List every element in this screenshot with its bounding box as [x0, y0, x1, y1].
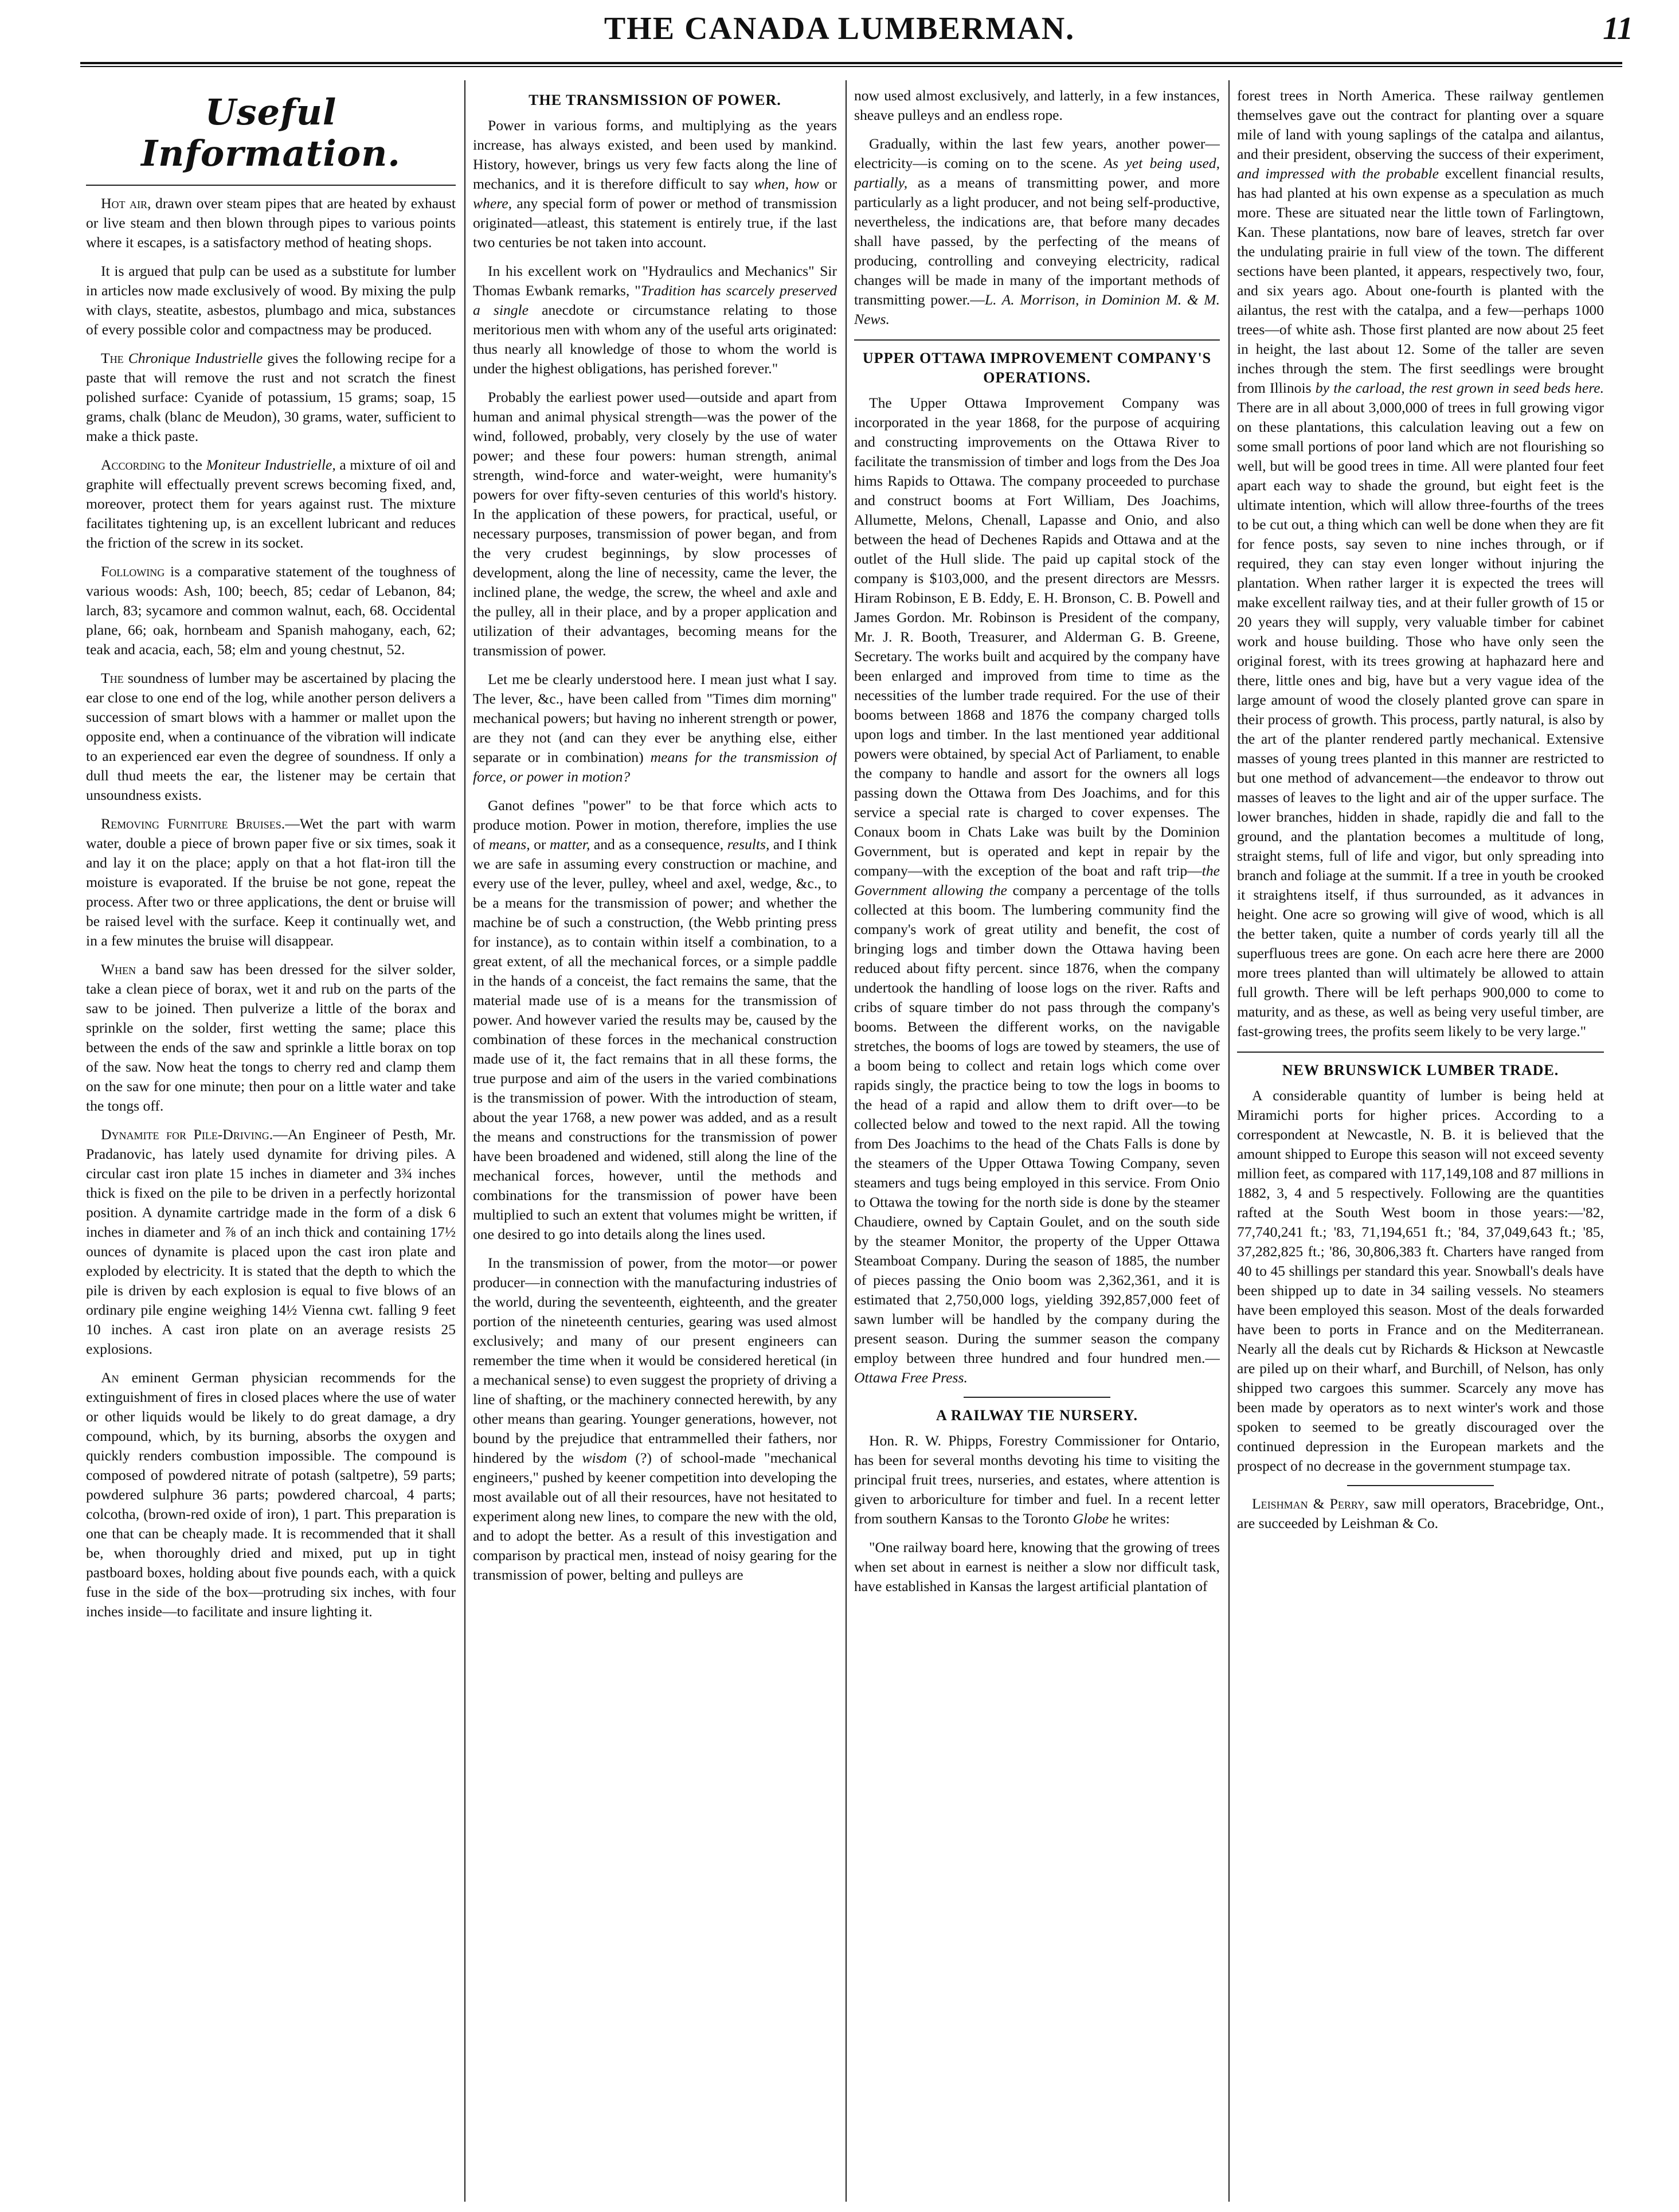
paragraph: Leishman & Perry, saw mill operators, Bracebridge, Ont., are succeeded by Leishman & Co.	[1237, 1495, 1604, 1531]
masthead	[0, 0, 1679, 60]
article-heading-railway-tie-nursery: A RAILWAY TIE NURSERY.	[936, 1407, 1138, 1424]
column-divider	[846, 80, 847, 2202]
heading-rule	[86, 185, 456, 186]
paragraph: The Chronique Industrielle gives the following recipe for a paste that will remove the rust and not scratch the finest polished surface: Cyanide of potassium, 15 grams; soap, 15 grams, chalk (blanc de Meudon), 30 grams, water, sufficient to make a thick paste.	[86, 350, 456, 444]
article-rule	[1237, 1052, 1604, 1053]
newspaper-title: THE CANADA LUMBERMAN.	[604, 11, 1075, 46]
paragraph: In his excellent work on "Hydraulics and Mechanics" Sir Thomas Ewbank remarks, "Tradition has scarcely preserved a single anecdote or circumstance relating to those meritorious men with whom any of the useful arts originated: thus nearly all knowledge of those to whom the world is under the highest obligations, has perished forever."	[473, 263, 837, 377]
column-divider	[1228, 80, 1230, 2202]
paragraph: The Upper Ottawa Improvement Company was incorporated in the year 1868, for the purpose of acquiring and constructing improvements on the Ottawa River to facilitate the transmission of timber and logs from the Des Joa hims Rapids to Ottawa. The company proceeded to purchase and construct booms at Fort William, Des Joachims, Allumette, Melons, Chenall, Lapasse and Onio, and also between the head of Dechenes Rapids and Ottawa and at the outlet of the Hull slide. The paid up capital stock of the company is $103,000, and the present directors are Messrs. Hiram Robinson, E B. Eddy, E. H. Bronson, C. B. Powell and James Gordon. Mr. Robinson is President of the company, Mr. J. R. Booth, Treasurer, and Alderman G. B. Greene, Secretary. The works built and acquired by the company have been enlarged and improved from time to time as the necessities of the lumber trade required. For the use of their booms between 1868 and 1876 the company charged tolls upon logs and timber. In the last mentioned year additional powers were obtained, by special Act of Parliament, to enable the company to handle and assort for the owners all logs passing down the Ottawa from Des Joachims, and for this service a special rate is charged to cover expenses. The Conaux boom in Chats Lake was built by the Dominion Government, but is operated and kept in repair by the company—with the exception of the boat and raft trip—the Government allowing the company a percentage of the tolls collected at this boom. The lumbering community find the company's work of great utility and benefit, the cost of bringing logs and timber down the Ottawa having been reduced about fifty percent. since 1876, when the company undertook the handling of loose logs on the river. Rafts and cribs of square timber do not pass through the company's booms. Between the different works, on the navigable stretches, the booms of logs are towed by steamers, the use of a boom being to collect and retain logs which come over rapids singly, the practice being to tow the logs in booms to the head of a rapid and allow them to drift over—to be collected below and towed to the next rapid. All the towing from Des Joachims to the head of the Chats Falls is done by the steamers of the Upper Ottawa Towing Company, seven steamers and tugs being employed in this service. From Onio to Ottawa the towing for the north side is done by the steamer Chaudiere, owned by Captain Goulet, and on the south side by the steamer Monitor, the property of the Upper Ottawa Steamboat Company. During the season of 1885, the number of pieces passing the Onio boom was 2,362,361, and it is estimated that 2,750,000 logs, yielding 392,857,000 feet of sawn lumber will be handled by the company during the present season. During the summer season the company employ between three hundred and four hundred men.—Ottawa Free Press.	[854, 394, 1220, 1386]
page-number: 11	[1603, 11, 1633, 46]
paragraph: The soundness of lumber may be ascertained by placing the ear close to one end of the log, while another person delivers a succession of smart blows with a hammer or mallet upon the opposite end, when a continuance of the vibration will indicate to an experienced ear even the degree of soundness. If only a dull thud meets the ear, the listener may be certain that unsoundness exists.	[86, 670, 456, 803]
paragraph: In the transmission of power, from the motor—or power producer—in connection with the manufacturing industries of the world, during the seventeenth, eighteenth, and the greater portion of the nineteenth centuries, gearing was used almost exclusively; and many of our present engineers can remember the time when it would be considered heretical (in a mechanical sense) to even suggest the propriety of driving a line of shafting, or the machinery connected herewith, by any other means than gearing. Younger generations, however, not bound by the prejudice that entrammelled their fathers, nor hindered by the wisdom (?) of school-made "mechanical engineers," pushed by keener competition into developing the most available out of all their resources, have not hesitated to experiment along new lines, to compare the new with the old, and to adopt the better. As a result of this investigation and comparison by practical men, instead of noisy gearing for the transmission of power, belting and pulleys are	[473, 1254, 837, 1583]
column-1	[86, 86, 456, 2202]
article-heading-new-brunswick: NEW BRUNSWICK LUMBER TRADE.	[1282, 1062, 1559, 1078]
column-3	[854, 86, 1220, 2202]
paragraph: Ganot defines "power" to be that force which acts to produce motion. Power in motion, therefore, implies the use of means, or matter, and as a consequence, results, and I think we are safe in assuming every construction or machine, and every use of the lever, pulley, wheel and axel, wedge, &c., to be a means for the transmission of power; and whether the machine be of such a construction, (the Webb printing press for instance), as to contain within itself a combination, to a great extent, of all the mechanical forces, or a simple paddle in the hands of a conceist, the fact remains the same, that the material made use of is a means for the transmission of power. And however varied the results may be, caused by the combination of these forces in the mechanical construction made use of it, the fact remains that in all these forms, the true purpose and aim of the users in the varied combinations is the transmission of power. With the introduction of steam, about the year 1768, a new power was added, and as a result the means and constructions for the transmission of power have been broadened and widened, still along the line of the mechanical forces, however, until the methods and combinations for the transmission of power have been multiplied to such an extent that volumes might be written, if one desired to go into details along the lines used.	[473, 797, 837, 1242]
paragraph: Hot air, drawn over steam pipes that are heated by exhaust or live steam and then blown through pipes to various points where it escapes, is a satisfactory method of heating shops.	[86, 195, 456, 251]
paragraph: Power in various forms, and multiplying as the years increase, has always existed, and been used by mankind. History, however, brings us very few facts along the line of mechanics, and it is therefore difficult to say when, how or where, any special form of power or method of transmission originated—atleast, this statement is entirely true, if the last two centuries be not taken into account.	[473, 117, 837, 251]
masthead-rule-thin	[80, 66, 1622, 67]
paragraph: Probably the earliest power used—outside and apart from human and animal physical strength—was the power of the wind, followed, probably, very closely by the use of water power; and these four powers: human strength, animal strength, wind-force and water-weight, were humanity's powers for over fifty-seven centuries of this world's history. In the application of these powers, for practical, useful, or necessary purposes, transmission of power began, and from the very crudest beginnings, by slow processes of development, along the line of necessity, came the lever, the inclined plane, the wedge, the screw, the wheel and axle and the pulley, all in their place, and by a proper application and utilization of their advantages, becoming means for the transmission of power.	[473, 389, 837, 659]
paragraph: Following is a comparative statement of the toughness of various woods: Ash, 100; beech, 85; cedar of Lebanon, 84; larch, 83; sycamore and common walnut, each, 68. Occidental plane, 66; oak, hornbeam and Spanish mahogany, each, 62; teak and acacia, each, 58; elm and young chestnut, 52.	[86, 563, 456, 658]
paragraph: "One railway board here, knowing that the growing of trees when set about in earnest is neither a slow nor difficult task, have established in Kansas the largest artificial plantation of	[854, 1539, 1220, 1594]
article-heading-transmission-of-power: THE TRANSMISSION OF POWER.	[529, 92, 781, 108]
paragraph: An eminent German physician recommends for the extinguishment of fires in closed places where the use of water or other liquids would be likely to do great damage, a dry compound, which, by its burning, absorbs the oxygen and quickly renders combustion impossible. The compound is composed of powdered nitrate of potash (saltpetre), 59 parts; powdered sulphure 36 parts; powdered charcoal, 4 parts; colcotha, (brown-red oxide of iron), 1 part. This preparation is one that can be cheaply made. It is recommended that it shall be, when thoroughly dried and mixed, put up in tight pastboard boxes, holding about five pounds each, with a quick fuse in the side of the box—protruding six inches, with four inches inside—to facilitate and insure lighting it.	[86, 1369, 456, 1620]
paragraph: Removing Furniture Bruises.—Wet the part with warm water, double a piece of brown paper five or six times, soak it and lay it on the place; apply on that a hot flat-iron till the moisture is evaporated. If the bruise be not gone, repeat the process. After two or three applications, the dent or bruise will be raised level with the surface. Keep it continually wet, and in a few minutes the bruise will disappear.	[86, 815, 456, 949]
column-2	[473, 86, 837, 2202]
paragraph: Hon. R. W. Phipps, Forestry Commissioner for Ontario, has been for several months devoting his time to visiting the principal fruit trees, nurseries, and estates, where attention is given to arboriculture for timber and fuel. In a recent letter from southern Kansas to the Toronto Globe he writes:	[854, 1432, 1220, 1527]
column-divider	[464, 80, 465, 2202]
article-heading-upper-ottawa: UPPER OTTAWA IMPROVEMENT COMPANY'S OPERATIONS.	[862, 350, 1212, 386]
paragraph: When a band saw has been dressed for the silver solder, take a clean piece of borax, wet it and rub on the parts of the saw to be joined. Then pulverize a little of the borax and sprinkle on the solder, first wetting the same; place this between the ends of the saw and sprinkle a little borax on top of the saw. Now heat the tongs to cherry red and clamp them on the saw for one minute; then pour on a little water and take the tongs off.	[86, 961, 456, 1114]
paragraph: now used almost exclusively, and latterly, in a few instances, sheave pulleys and an endless rope.	[854, 87, 1220, 123]
paragraph: Gradually, within the last few years, another power—electricity—is coming on to the scene. As yet being used, partially, as a means of transmitting power, and more particularly as a light producer, and not being self-productive, nevertheless, the indications are, that before many decades shall have passed, by the perfecting of the means of producing, controlling and conveying electricity, radical changes will be made in many of the important methods of transmitting power.—L. A. Morrison, in Dominion M. & M. News.	[854, 135, 1220, 327]
masthead-rule	[80, 62, 1622, 64]
paragraph: Let me be clearly understood here. I mean just what I say. The lever, &c., have been called from "Times dim morning" mechanical powers; but having no inherent strength or power, are they not (and can they ever be anything else, either separate or in combination) means for the transmission of force, or power in motion?	[473, 671, 837, 785]
paragraph: forest trees in North America. These railway gentlemen themselves gave out the contract for planting over a square mile of land with young saplings of the catalpa and ailantus, and their president, observing the success of their experiment, and impressed with the probable excellent financial results, has had planted at his own expense as a speculation as much more. These are situated near the little town of Farlingtown, Kan. These plantations, now bare of leaves, stretch far over the undulating prairie in full view of the town. The different sections have been planted, it appears, respectively two, four, and six years ago. About one-fourth is planted with the ailantus, the rest with the catalpa, and a few—perhaps 1000 trees—of white ash. Those first planted are now about 25 feet in height, the last about 12. Some of the taller are seven inches through the stem. The first seedlings were brought from Illinois by the carload, the rest grown in seed beds here. There are in all about 3,000,000 of trees in full growing vigor on these plantations, this calculation leaving out a few on some small portions of poor land which are not flourishing so well, but will be good trees in time. All were planted four feet apart each way to shade the ground, but eight feet is the ultimate intention, which will allow three-fourths of the trees to be cut out, a thing which can well be done when they are fit for fence posts, say seven to nine inches through, or if required, they can stay even longer without injuring the plantation. When rather larger it is expected the trees will make excellent railway ties, and at their fuller growth of 15 or 20 years they will supply, very valuable timber for cabinet work and house building. Those who have only seen the original forest, with its trees growing at haphazard here and there, little ones and big, have but a very vague idea of the large amount of wood the closely planted grove can spare in their process of growth. This process, partly natural, is also by the art of the planter rendered partly mechanical. Extensive masses of young trees planted in this manner are restricted to but one method of advancement—the endeavor to throw out masses of leaves to the light and air of the upper surface. The lower branches, hidden in shade, rapidly die and fall to the ground, and the plantation becomes a multitude of long, straight stems, full of life and vigor, but only spreading into branch and foliage at the summit. If a tree in youth be crooked it straightens itself, if thus surrounded, as it advances in height. One acre so growing will give of wood, which is all the better taken, quite a number of cords yearly till all the superfluous trees are gone. On each acre here there are 2000 more trees planted than will ultimately be allowed to attain full growth. There will be left perhaps 900,000 to come to maturity, and as these, as well as being very useful timber, are fast-growing trees, the profits seem likely to be very large."	[1237, 87, 1604, 1039]
article-rule	[1347, 1485, 1494, 1486]
paragraph: It is argued that pulp can be used as a substitute for lumber in articles now made exclusively of wood. By mixing the pulp with clays, steatite, asbestos, plumbago and mica, substances of every possible color and compactness may be produced.	[86, 263, 456, 338]
paragraph: According to the Moniteur Industrielle, a mixture of oil and graphite will effectually prevent screws becoming fixed, and, moreover, protect them for years against rust. The mixture facilitates tightening up, is an excellent lubricant and reduces the friction of the screw in its socket.	[86, 456, 456, 551]
paragraph: A considerable quantity of lumber is being held at Miramichi ports for higher prices. According to a correspondent at Newcastle, N. B. it is believed that the amount shipped to Europe this season will not exceed seventy million feet, as compared with 117,149,108 and 87 millions in 1882, 3, 4 and 5 respectively. Following are the quantities rafted at the South West boom in those years:—'82, 77,740,241 ft.; '83, 71,194,651 ft.; '84, 37,049,643 ft.; '85, 37,282,825 ft.; '86, 30,806,383 ft. Charters have ranged from 40 to 45 shillings per standard this year. Snowball's deals have been shipped up to date in 34 sailing vessels. No steamers have been employed this season. Most of the deals forwarded have been to ports in France and on the Mediterranean. Nearly all the deals cut by Richards & Hickson at Newcastle are piled up on their wharf, and Burchill, of Nelson, has only shipped two cargoes this summer. Scarcely any move has been made by operators as to next winter's work and those spoken to seemed to be greatly discouraged over the continued depression in the European markets and the prospect of no decrease in the government stumpage tax.	[1237, 1087, 1604, 1474]
column-4	[1237, 86, 1604, 2202]
article-rule	[964, 1397, 1110, 1398]
article-rule	[854, 339, 1220, 341]
paragraph: Dynamite for Pile-Driving.—An Engineer of Pesth, Mr. Pradanovic, has lately used dynamite for driving piles. A circular cast iron plate 15 inches in diameter and 3¾ inches thick is fixed on the pile to be driven in a perfectly horizontal position. A dynamite cartridge made in the form of a disk 6 inches in diameter and ⅞ of an inch thick and containing 17½ ounces of dynamite is placed upon the cast iron plate and exploded by electricity. It is stated that the depth to which the pile is driven by each explosion is equal to five blows of an ordinary pile engine weighing 14½ Vienna cwt. falling 9 feet 10 inches. A cast iron plate on an average resists 25 explosions.	[86, 1126, 456, 1357]
section-heading-useful-information: Useful Information.	[141, 91, 401, 174]
